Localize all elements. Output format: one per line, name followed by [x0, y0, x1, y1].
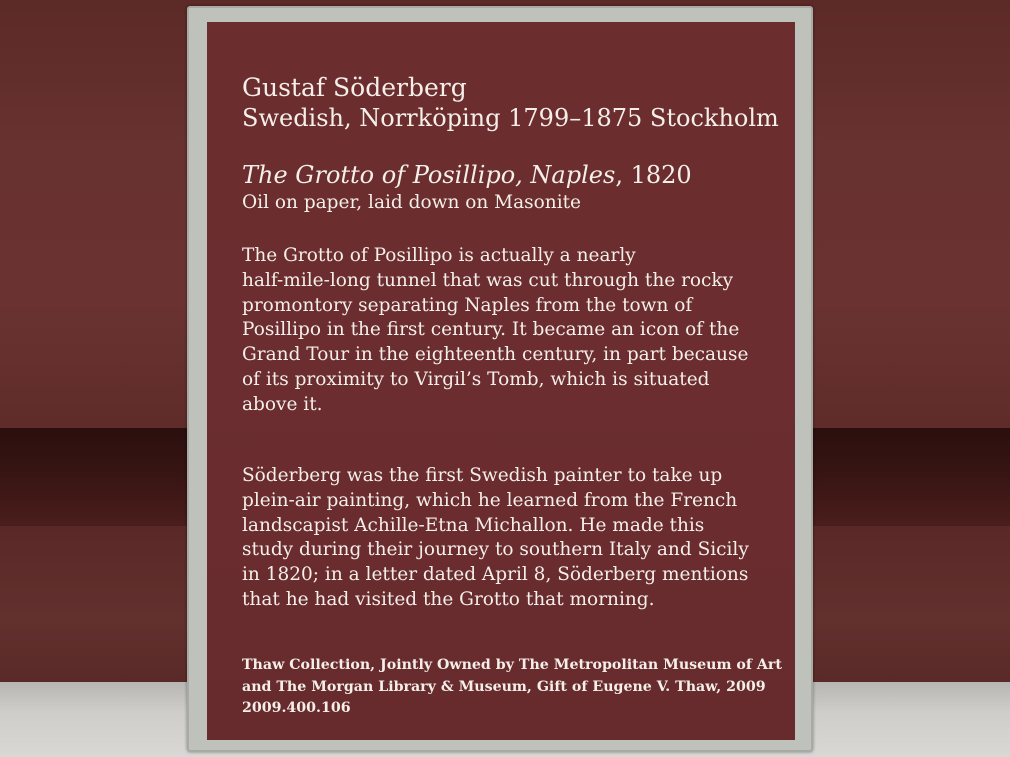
paragraph-line: Grand Tour in the eighteenth century, in part because [242, 344, 749, 366]
paragraph-line: half-mile-long tunnel that was cut through the rocky [242, 269, 734, 291]
paragraph-line: promontory separating Naples from the town of [242, 294, 693, 316]
description-paragraph-2 [242, 464, 749, 613]
credit-line [242, 655, 782, 720]
paragraph-line: study during their journey to southern Italy and Sicily [242, 539, 749, 561]
artwork-date: 1820 [630, 161, 692, 189]
paragraph-line: plein-air painting, which he learned from the French [242, 489, 738, 511]
artwork-title: The Grotto of Posillipo, Naples [242, 161, 616, 189]
credit-line-1: Thaw Collection, Jointly Owned by The Metropolitan Museum of Art [242, 657, 782, 673]
paragraph-line: Söderberg was the first Swedish painter to take up [242, 465, 723, 486]
paragraph-line: landscapist Achille-Etna Michallon. He made this [242, 514, 705, 536]
description-paragraph-1 [242, 244, 748, 418]
credit-line-2: and The Morgan Library & Museum, Gift of Eugene V. Thaw, 2009 [242, 678, 766, 695]
artwork-medium: Oil on paper, laid down on Masonite [242, 192, 581, 213]
artist-name: Gustaf Söderberg [242, 73, 467, 102]
paragraph-line: that he had visited the Grotto that morning. [242, 588, 655, 610]
paragraph-line: The Grotto of Posillipo is actually a nearly [242, 245, 636, 266]
artwork-title-line [242, 160, 692, 190]
paragraph-line: of its proximity to Virgil’s Tomb, which is situated [242, 368, 710, 390]
accession-number: 2009.400.106 [242, 700, 351, 716]
paragraph-line: in 1820; in a letter dated April 8, Söderberg mentions [242, 564, 749, 586]
paragraph-line: Posillipo in the first century. It became an icon of the [242, 319, 740, 341]
artist-nationality: Swedish, Norrköping 1799–1875 Stockholm [242, 104, 779, 132]
title-separator: , [615, 161, 631, 189]
paragraph-line: above it. [242, 393, 323, 415]
